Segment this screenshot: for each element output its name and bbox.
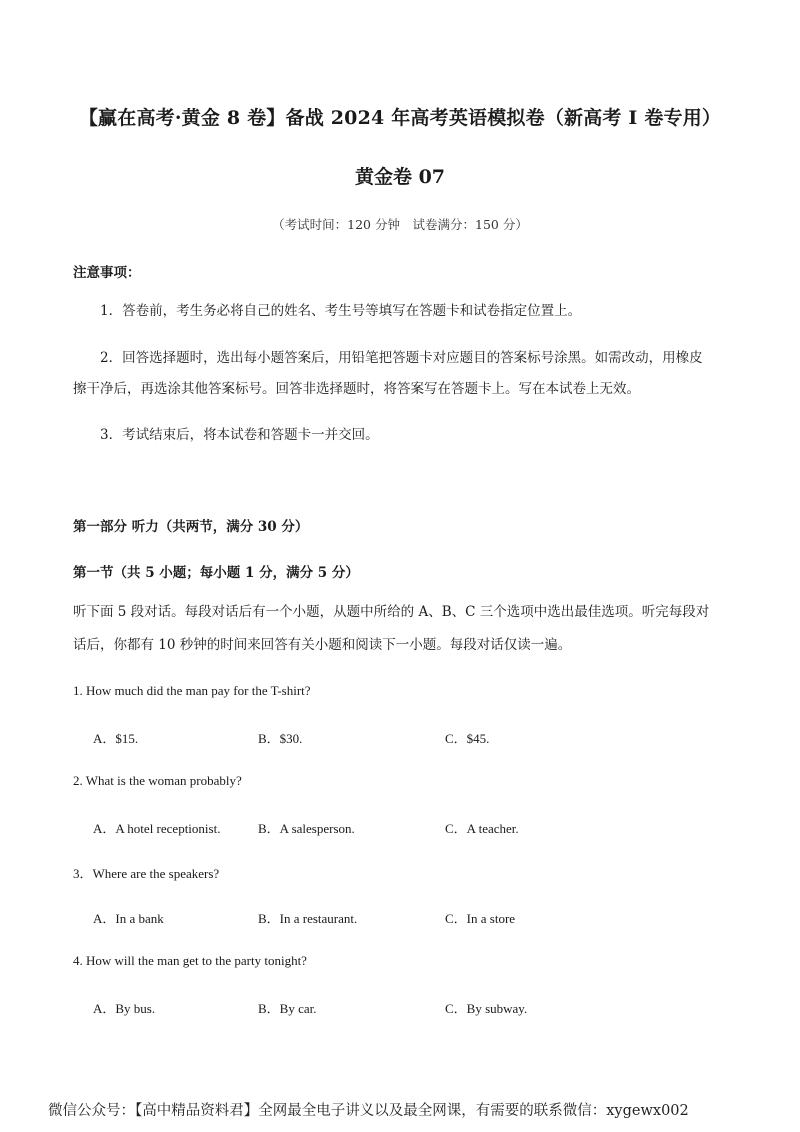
notes-heading: 注意事项： [73, 265, 141, 281]
instructions-line-1: 听下面 5 段对话。每段对话后有一个小题，从题中所给的 A、B、C 三个选项中选出最佳选项。听完每段对 [73, 604, 710, 620]
option-a: A．A hotel receptionist. [93, 821, 221, 836]
option-c: C．In a store [445, 911, 516, 926]
exam-title: 【赢在高考·黄金 8 卷】备战 2024 年高考英语模拟卷（新高考 I 卷专用） [78, 107, 722, 129]
exam-info: （考试时间：120 分钟 试卷满分：150 分） [272, 217, 528, 232]
instructions-line-2: 话后，你都有 10 秒钟的时间来回答有关小题和阅读下一小题。每段对话仅读一遍。 [73, 637, 572, 653]
question-stem: 4. How will the man get to the party tonight? [73, 953, 307, 968]
footer-watermark: 微信公众号：【高中精品资料君】全网最全电子讲义以及最全网课，有需要的联系微信：xygewx002 [48, 1103, 689, 1119]
option-a: A．By bus. [93, 1001, 156, 1016]
option-c: C．$45. [445, 731, 490, 746]
note-item-2-line-2: 擦干净后，再选涂其他答案标号。回答非选择题时，将答案写在答题卡上。写在本试卷上无效。 [73, 381, 640, 397]
option-b: B．In a restaurant. [258, 911, 358, 926]
section1-heading: 第一节（共 5 小题；每小题 1 分，满分 5 分） [73, 565, 359, 581]
option-b: B．A salesperson. [258, 821, 355, 836]
question-stem: 1. How much did the man pay for the T-shirt? [73, 683, 311, 698]
option-b: B．By car. [258, 1001, 317, 1016]
note-item-3: 3．考试结束后，将本试卷和答题卡一并交回。 [100, 427, 379, 443]
note-item-2-line-1: 2．回答选择题时，选出每小题答案后，用铅笔把答题卡对应题目的答案标号涂黑。如需改动，用橡皮 [100, 350, 703, 366]
option-b: B．$30. [258, 731, 303, 746]
question-stem: 3．Where are the speakers? [73, 866, 220, 881]
option-a: A．In a bank [93, 911, 164, 926]
option-c: C．By subway. [445, 1001, 528, 1016]
note-item-1: 1．答卷前，考生务必将自己的姓名、考生号等填写在答题卡和试卷指定位置上。 [100, 303, 582, 319]
exam-subtitle: 黄金卷 07 [354, 166, 446, 188]
part1-heading: 第一部分 听力（共两节，满分 30 分） [73, 519, 309, 535]
option-a: A．$15. [93, 731, 139, 746]
question-stem: 2. What is the woman probably? [73, 773, 242, 788]
option-c: C．A teacher. [445, 821, 519, 836]
